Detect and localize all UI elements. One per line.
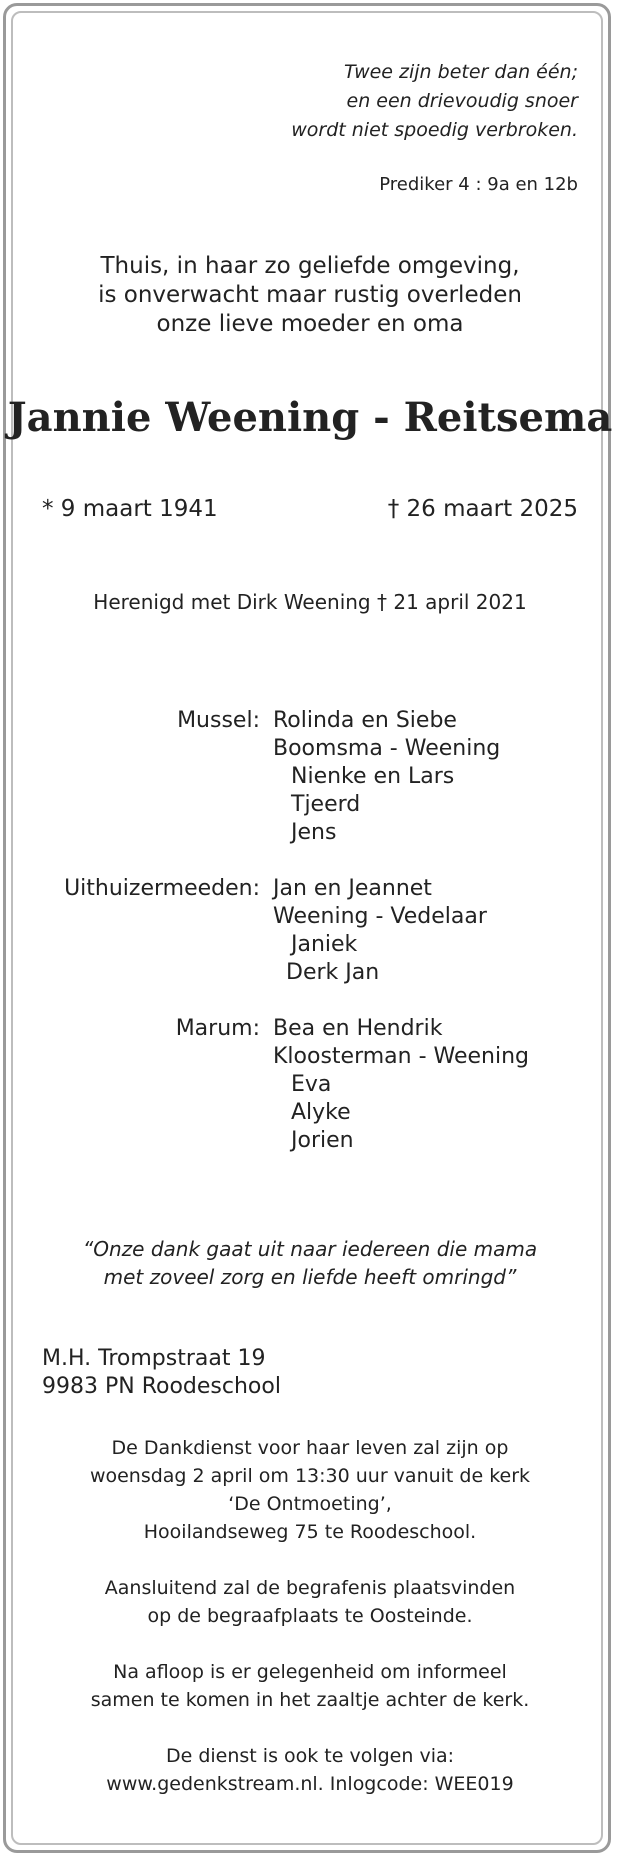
death-date: † 26 maart 2025: [387, 496, 578, 522]
service-line: Hooilandseweg 75 te Roodeschool.: [143, 1521, 477, 1543]
family-group-uithuizermeeden: [0, 875, 620, 987]
service-line: ‘De Ontmoeting’,: [228, 1493, 392, 1515]
deceased-name: Jannie Weening - Reitsema: [7, 394, 613, 441]
family-names: Kloosterman - Weening: [273, 1044, 530, 1069]
grandchild: Janiek: [291, 932, 358, 957]
burial-info: [0, 1574, 620, 1630]
grandchild: Tjeerd: [291, 792, 361, 817]
address-street: M.H. Trompstraat 19: [42, 1346, 266, 1371]
birth-date: * 9 maart 1941: [42, 496, 218, 522]
stream-info: [0, 1742, 620, 1798]
family-names: Rolinda en Siebe: [273, 708, 457, 733]
family-group-mussel: [0, 707, 620, 847]
service-line: woensdag 2 april om 13:30 uur vanuit de kerk: [89, 1465, 531, 1487]
grandchild: Jens: [291, 820, 337, 845]
burial-line: Aansluitend zal de begrafenis plaatsvinden: [104, 1577, 516, 1599]
family-names: Boomsma - Weening: [273, 736, 501, 761]
quote-line: Twee zijn beter dan één;: [344, 61, 578, 83]
grandchild: Eva: [291, 1072, 332, 1097]
stream-link: www.gedenkstream.nl. Inlogcode: WEE019: [106, 1773, 514, 1795]
thanks-line: met zoveel zorg en liefde heeft omringd”: [103, 1265, 517, 1289]
thanks-line: “Onze dank gaat uit naar iedereen die mama: [82, 1237, 538, 1261]
family-place: Mussel:: [177, 708, 260, 733]
service-line: De Dankdienst voor haar leven zal zijn op: [111, 1437, 509, 1459]
thanks-quote: [0, 1235, 620, 1291]
family-names: Bea en Hendrik: [273, 1016, 443, 1041]
family-names: Weening - Vedelaar: [273, 904, 487, 929]
bible-reference: Prediker 4 : 9a en 12b: [379, 174, 578, 195]
grandchild: Alyke: [291, 1100, 351, 1125]
service-info: [0, 1434, 620, 1546]
intro-text: [0, 252, 620, 339]
family-names: Jan en Jeannet: [273, 876, 432, 901]
intro-line: onze lieve moeder en oma: [156, 311, 464, 337]
reunited-text: Herenigd met Dirk Weening † 21 april 2021: [93, 590, 527, 614]
family-place: Uithuizermeeden:: [64, 876, 260, 901]
gathering-line: Na afloop is er gelegenheid om informeel: [113, 1661, 507, 1683]
address: [42, 1345, 281, 1401]
family-group-marum: [0, 1015, 620, 1155]
grandchild: Nienke en Lars: [291, 764, 455, 789]
grandchild: Jorien: [291, 1128, 354, 1153]
gathering-line: samen te komen in het zaaltje achter de kerk.: [90, 1689, 530, 1711]
address-city: 9983 PN Roodeschool: [42, 1374, 281, 1399]
family-list: [0, 707, 620, 1183]
stream-line: De dienst is ook te volgen via:: [165, 1745, 455, 1767]
gathering-info: [0, 1658, 620, 1714]
grandchild: Derk Jan: [286, 960, 380, 985]
quote-line: wordt niet spoedig verbroken.: [291, 119, 578, 141]
intro-line: is onverwacht maar rustig overleden: [98, 282, 522, 308]
burial-line: op de begraafplaats te Oosteinde.: [147, 1605, 473, 1627]
family-place: Marum:: [175, 1016, 260, 1041]
intro-line: Thuis, in haar zo geliefde omgeving,: [100, 253, 520, 279]
quote-line: en een drievoudig snoer: [346, 90, 578, 112]
bible-quote: [291, 58, 578, 145]
